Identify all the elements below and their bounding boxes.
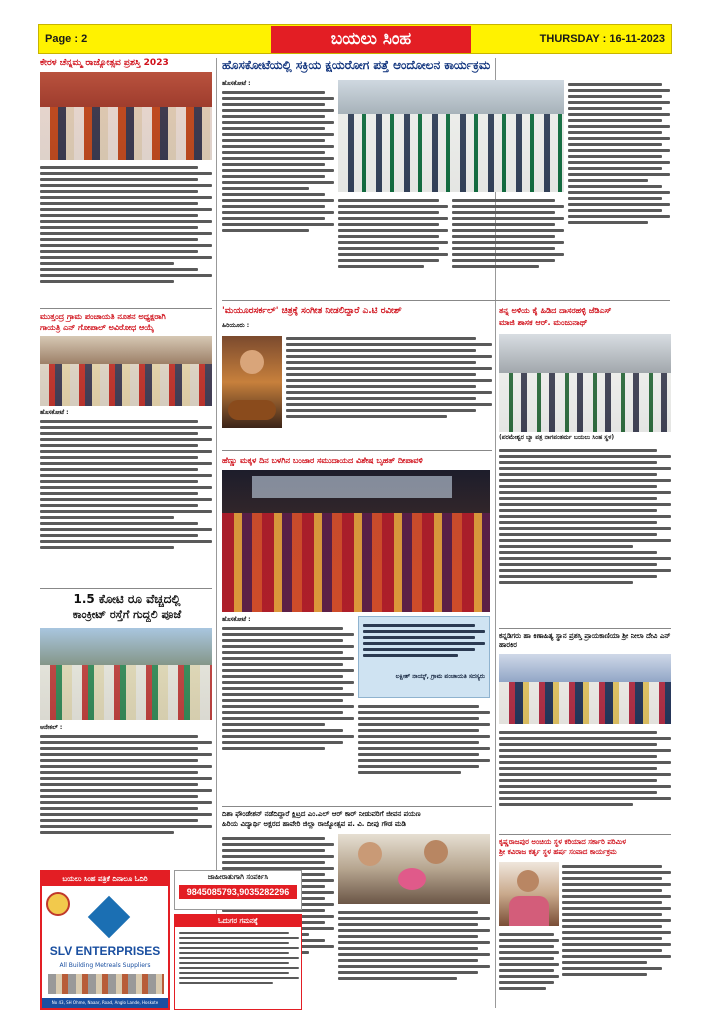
article-4-body (286, 334, 492, 446)
article-9-body-col2 (338, 908, 490, 1006)
article-5-headline-2: ಮಾಜಿ ಶಾಸಕ ಆರ್. ಮಂಜುನಾಥ್ (499, 318, 588, 327)
article-5-photo (499, 334, 671, 432)
article-10-photo (499, 862, 559, 926)
slv-enterprises-ad (40, 870, 170, 1010)
article-2-headline: ಹೊಸಕೋಟೆಯಲ್ಲಿ ಸಕ್ರಿಯ ಕ್ಷಯರೋಗ ಪತ್ತೆ ಆಂದೋಲನ ಕಾರ್ಯಕ್ರಮ (222, 58, 491, 72)
article-10-body-col0 (499, 930, 559, 1008)
article-6-photo (222, 470, 490, 612)
notice-ad (174, 914, 302, 1010)
article-10-body-col1 (562, 862, 671, 1008)
notice-title: ಓದುಗರ ಗಮನಕ್ಕೆ (175, 915, 301, 927)
article-7-byline: ಆನೇಕಲ್ : (40, 724, 63, 731)
deity-image (46, 892, 70, 916)
article-2-body-col2 (338, 196, 448, 294)
article-8-headline: ಕನ್ನಡಿಗರು ಹಾ ಕಿಣಾಹಿತ್ಯ ಸ್ಥಾನ ಪ್ರಶಸ್ತಿ ಪ್ರಾಯಕಾಣಿಯಾ ಶ್ರೀ ನೀಲಾ ದೇವಿ ಎನ್ ಹಾರಕಿರ (499, 632, 671, 649)
article-2-photo (338, 80, 564, 192)
article-7-headline-2: ಕಾಂಕ್ರೀಟ್ ರಸ್ತೆಗೆ ಗುದ್ದಲಿ ಪೂಜೆ (72, 608, 182, 621)
article-3-photo (40, 336, 212, 406)
article-2-byline: ಹೊಸಕೋಟೆ : (222, 80, 251, 87)
article-9-headline-2: ಹಿರಿಯ ವಿದ್ಯಾರ್ಥಿ ಅಕ್ಷರದ ಹಾವೇರಿ ಜಿಲ್ಲಾ ರಾಜ್ಯೋತ್ಸವ ಪ. ವಿ. ದೀಪು ಗೌಡ ಮಡಿ (222, 820, 406, 828)
article-1-photo (40, 72, 212, 160)
article-6-body-col1 (222, 616, 354, 802)
article-7-headline-1: 1.5 ಕೋಟಿ ರೂ ವೆಚ್ಚದಲ್ಲಿ (73, 592, 181, 606)
article-3-body (40, 409, 212, 585)
article-2-body-col1 (222, 80, 334, 294)
slv-tagline: All Building Metreals Suppliers (59, 962, 151, 969)
article-10-headline-2: ಶ್ರೀ ಕವಿರಾಜ ಕರ್ತೃ ಸ್ಥಳ ಹರ್ಷ ಸಂವಾದ ಕಾರ್ಯಕ್ರಮ (499, 848, 617, 856)
page-label: Page : 2 (45, 33, 88, 45)
subscribe-banner: ಬಯಲು ಸಿಂಹ ಪತ್ರಿಕೆ ದಿನಾಲೂ ಓದಿರಿ (42, 872, 168, 886)
article-7-body (40, 724, 212, 866)
pull-quote-attribution: ಲಕ್ಷೀಶ್ ನಾಯ್ಕ್, ಗ್ರಾಮ ಪಂಚಾಯತಿ ಸದಸ್ಯರು (395, 673, 485, 680)
article-10-headline-1: ಕೃಷ್ಣರಾಜಪುರ ಅಂಚಿಯ ಸ್ಥಳ ಕರಿಯಾದ ಸರ್ಕಾರಿ ಪರಿಮಿಳ (499, 838, 626, 846)
article-2-body-col3 (452, 196, 564, 294)
article-4-photo (222, 336, 282, 428)
article-7-photo (40, 628, 212, 720)
divider (222, 806, 492, 807)
article-4-headline: 'ಮಯೂರಸರ್ಕಲ್' ಚಿತ್ರಕ್ಕೆ ಸಂಗೀತ ನೀಡಲಿದ್ದಾರೆ ಎ.ಟಿ ರವೀಶ್ (222, 306, 402, 316)
article-6-byline: ಹೊಸಕೋಟೆ : (222, 616, 251, 623)
contact-ad (174, 870, 302, 910)
divider (222, 300, 670, 301)
article-8-body (499, 728, 671, 832)
slv-logo-icon (88, 896, 130, 938)
materials-image (48, 974, 164, 994)
article-9-photo (338, 834, 490, 904)
article-9-headline-1: ದಿಶಾ ಫೌಂಡೇಶನ್ ನಡೆದಿದ್ದಾರೆ ಕ್ಲಿಟ್ರದ ಎಂ.ಎಲ್ ಆರ್ ಕಾರ್ ನೀಡುವರಿಗೆ ಜೀವನ ಪಯಣ (222, 810, 421, 818)
article-3-headline-2: ಗಾಯತ್ರಿ ಎನ್ ಗೋಪಾಲ್ ಅವಿರೋಧ ಆಯ್ಕೆ (40, 323, 154, 332)
contact-title: ಜಾಹೀರಾತುಗಾಗಿ ಸಂಪರ್ಕಿಸಿ (207, 873, 269, 881)
divider (40, 308, 212, 309)
contact-phones: 9845085793,9035282296 (179, 885, 297, 899)
article-3-byline: ಹೊಸಕೋಟೆ : (40, 409, 69, 416)
article-3-headline-1: ಮುತ್ತಂದ್ರ ಗ್ರಾಮ ಪಂಚಾಯತಿ ನೂತನ ಅಧ್ಯಕ್ಷರಾಗಿ (40, 312, 166, 321)
article-2-body-col4 (568, 80, 670, 294)
column-divider (216, 58, 217, 1008)
article-6-headline: ಹೆಣ್ಣು ಮಕ್ಕಳ ದಿನ ಬಳಗಿನ ಬಂಜಾರ ಸಮುದಾಯದ ವಿಶೇಷ ಬೃಹತ್ ದೀಪಾವಳಿ (222, 456, 423, 465)
issue-date: THURSDAY : 16-11-2023 (539, 33, 665, 45)
article-5-headline-1: ತನ್ನ ಅಳಿಯ ಕೈ ಹಿಡಿದ ದಾಸರಹಳ್ಳಿ ಜೆಡಿಎಸ್ (499, 306, 612, 315)
slv-address: No 43, SH Ohme, Naaar, Road, Anglo Lande, Hoskote (42, 998, 168, 1008)
article-4-byline-row (222, 322, 492, 332)
slv-name: SLV ENTERPRISES (49, 944, 161, 958)
article-1-body (40, 163, 212, 305)
article-1-headline: ಕೇರಳ ಚೆನ್ನಮ್ಮ ರಾಜ್ಯೋತ್ಸವ ಪ್ರಶಸ್ತಿ 2023 (40, 58, 169, 68)
masthead (38, 24, 672, 54)
article-4-byline: ಹಿರಿಯೂರು : (222, 322, 250, 329)
article-6-body-col2 (358, 702, 490, 802)
newspaper-title: ಬಯಲು ಸಿಂಹ (271, 26, 471, 53)
article-8-photo (499, 654, 671, 724)
pull-quote-box (358, 616, 490, 698)
divider (222, 450, 492, 451)
article-5-body (499, 446, 671, 626)
divider (40, 588, 212, 589)
article-5-photo-caption: (ಪರಮೇಶ್ವರ ಬ್ಯಾ ಪತ್ರ ನಾಗಪಂತರ್ಮ ಬಯಲು ಸಿಂಹ ಸ್ಥಳ) (499, 434, 615, 441)
divider (499, 628, 671, 629)
divider (499, 834, 671, 835)
